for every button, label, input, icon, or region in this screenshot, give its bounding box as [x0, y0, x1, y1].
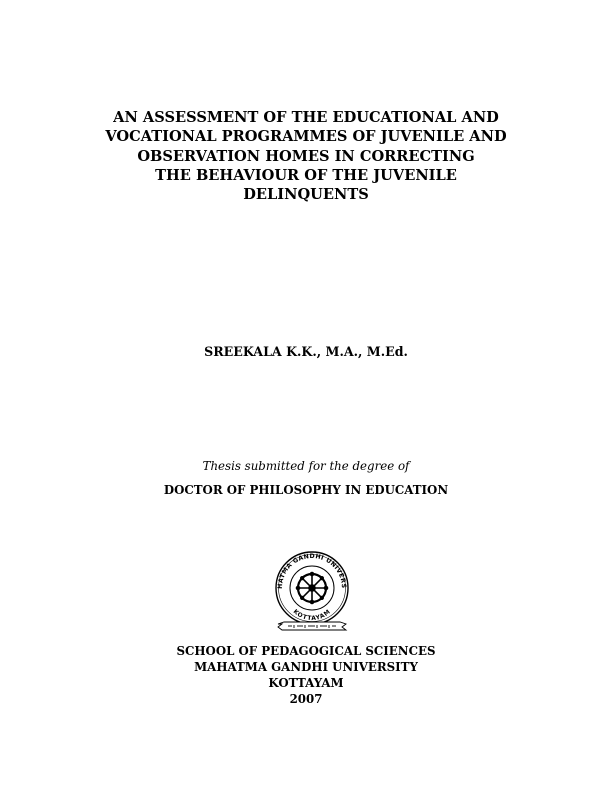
title-line: DELINQUENTS	[243, 186, 369, 204]
svg-text:MAHATMA GANDHI UNIVERSITY: HATMA GANDHI UNIVERS	[276, 552, 348, 590]
title-line: OBSERVATION HOMES IN CORRECTING	[137, 147, 475, 165]
author-name: SREEKALA K.K., M.A., M.Ed.	[204, 344, 408, 359]
university-name: MAHATMA GANDHI UNIVERSITY	[194, 660, 418, 674]
title-line: VOCATIONAL PROGRAMMES OF JUVENILE AND	[105, 128, 507, 146]
svg-text:KOTTAYAM: KOTTAYAM	[291, 608, 333, 623]
thesis-title	[0, 108, 612, 204]
degree-name: DOCTOR OF PHILOSOPHY IN EDUCATION	[163, 483, 449, 497]
institution-block	[0, 643, 612, 707]
city-name: KOTTAYAM	[268, 676, 344, 690]
title-line: THE BEHAVIOUR OF THE JUVENILE	[155, 166, 457, 184]
title-line: AN ASSESSMENT OF THE EDUCATIONAL AND	[113, 109, 499, 126]
university-seal-icon	[272, 550, 352, 634]
year: 2007	[289, 692, 323, 706]
submission-note: Thesis submitted for the degree of	[202, 459, 410, 473]
school-name: SCHOOL OF PEDAGOGICAL SCIENCES	[176, 644, 436, 658]
